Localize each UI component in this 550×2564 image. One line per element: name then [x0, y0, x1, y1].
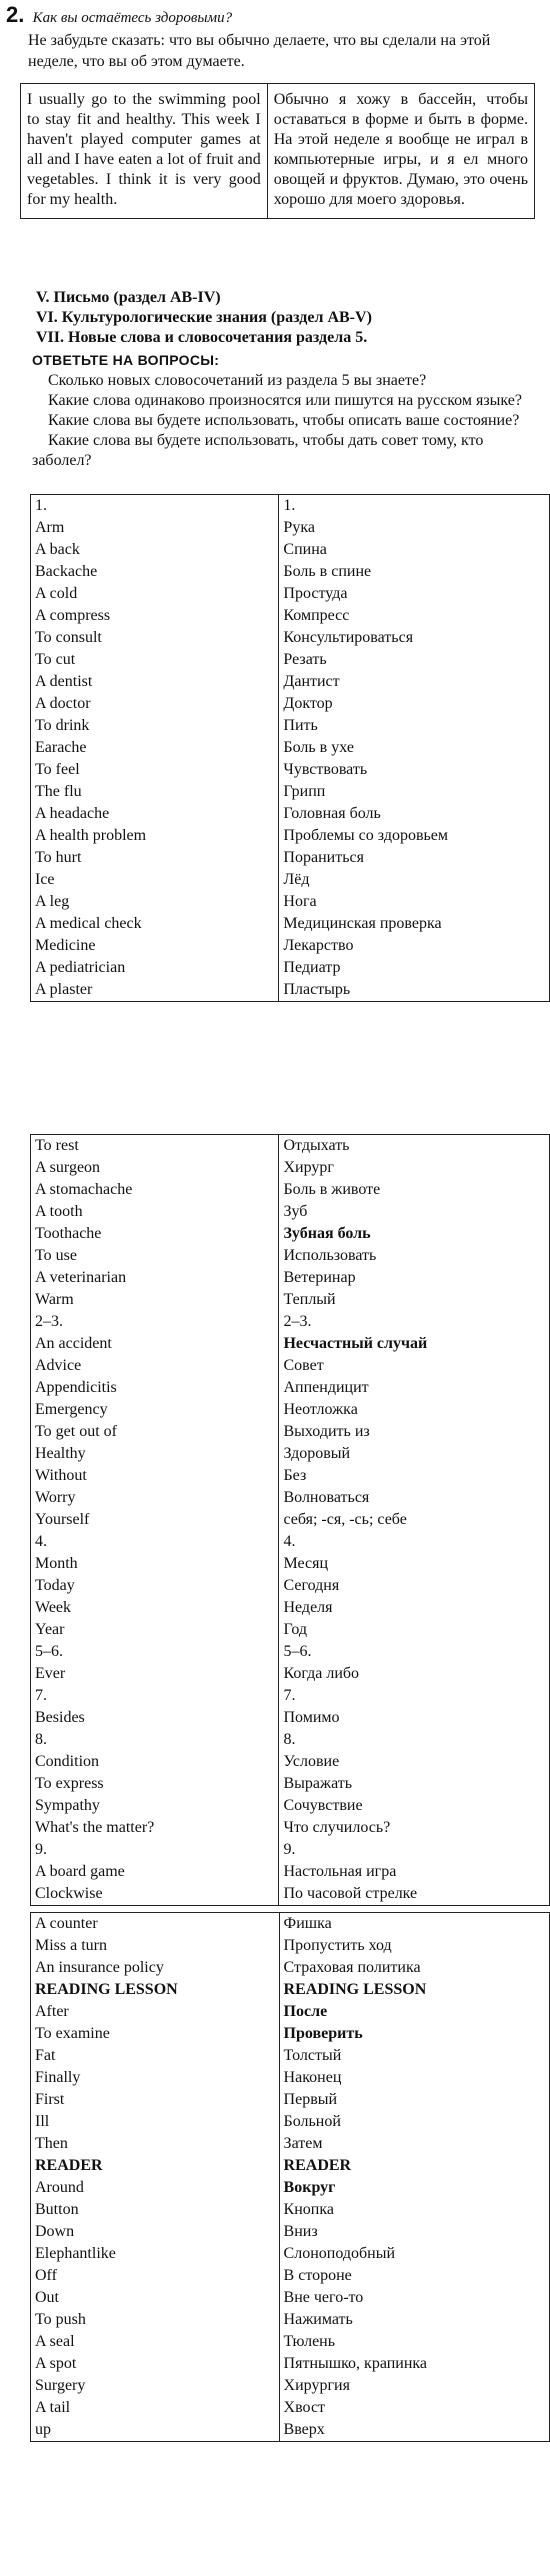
- vocab-row: [31, 1267, 550, 1289]
- vocab-row: [31, 1575, 550, 1597]
- vocab-row: [31, 1553, 550, 1575]
- vocab-russian: Месяц: [279, 1553, 550, 1575]
- vocab-english: Worry: [31, 1487, 279, 1509]
- vocab-row: [31, 825, 550, 847]
- vocab-row: [31, 671, 550, 693]
- vocab-russian: Компресс: [279, 605, 550, 627]
- vocab-row: [31, 561, 550, 583]
- vocab-russian: Дантист: [279, 671, 550, 693]
- vocab-row: [31, 1487, 550, 1509]
- vocab-russian: Фишка: [279, 1913, 549, 1936]
- vocab-english: Besides: [31, 1707, 279, 1729]
- vocab-english: Yourself: [31, 1509, 279, 1531]
- vocab-russian: 1.: [279, 495, 550, 518]
- vocab-english: Ill: [31, 2111, 280, 2133]
- vocab-russian: Боль в ухе: [279, 737, 550, 759]
- vocab-row: [31, 1377, 550, 1399]
- vocab-english: To cut: [31, 649, 279, 671]
- question-item: Какие слова одинаково произносятся или пишутся на русском языке?: [48, 392, 523, 409]
- vocab-english: Elephantlike: [31, 2243, 280, 2265]
- vocab-row: [31, 715, 550, 737]
- vocab-english: Without: [31, 1465, 279, 1487]
- vocab-russian: Настольная игра: [279, 1861, 550, 1883]
- vocab-english: Fat: [31, 2045, 280, 2067]
- vocab-russian: Тюлень: [279, 2331, 549, 2353]
- vocab-russian: Сегодня: [279, 1575, 550, 1597]
- vocab-russian: Пятнышко, крапинка: [279, 2353, 549, 2375]
- vocab-row: [31, 1883, 550, 1906]
- vocab-english: Ice: [31, 869, 279, 891]
- vocab-russian: Нажимать: [279, 2309, 549, 2331]
- vocab-row: [31, 2353, 550, 2375]
- vocab-row: [31, 1597, 550, 1619]
- question-item: Сколько новых словосочетаний из раздела 5 вы знаете?: [48, 372, 427, 389]
- vocab-english: Then: [31, 2133, 280, 2155]
- vocab-russian: Доктор: [279, 693, 550, 715]
- vocab-row: [31, 2067, 550, 2089]
- vocab-row: [31, 1751, 550, 1773]
- vocab-russian: 8.: [279, 1729, 550, 1751]
- section-item: V. Письмо (раздел AB-IV): [36, 289, 221, 306]
- vocab-row: [31, 2419, 550, 2442]
- vocab-russian: Боль в животе: [279, 1179, 550, 1201]
- example-english: I usually go to the swimming pool to stay fit and healthy. This week I haven't played computer games at all and I have eaten a lot of fruit and vegetables. I think it is very good for my health.: [21, 84, 268, 219]
- vocab-english: A spot: [31, 2353, 280, 2375]
- vocab-english: An insurance policy: [31, 1957, 280, 1979]
- vocab-row: [31, 1179, 550, 1201]
- vocab-english: Around: [31, 2177, 280, 2199]
- vocab-russian: Нога: [279, 891, 550, 913]
- vocab-row: [31, 2177, 550, 2199]
- vocab-english: Healthy: [31, 1443, 279, 1465]
- vocab-english: A health problem: [31, 825, 279, 847]
- vocab-russian: Консультироваться: [279, 627, 550, 649]
- vocab-english: up: [31, 2419, 280, 2442]
- vocab-english: Down: [31, 2221, 280, 2243]
- vocab-row: [31, 1707, 550, 1729]
- vocab-english: First: [31, 2089, 280, 2111]
- vocab-english: A medical check: [31, 913, 279, 935]
- vocab-russian: Зубная боль: [279, 1223, 550, 1245]
- vocab-russian: Хирургия: [279, 2375, 549, 2397]
- vocab-russian: Что случилось?: [279, 1817, 550, 1839]
- vocab-row: [31, 1201, 550, 1223]
- vocab-russian: В стороне: [279, 2265, 549, 2287]
- vocab-english: A plaster: [31, 979, 279, 1002]
- vocab-row: [31, 1289, 550, 1311]
- vocab-english: Today: [31, 1575, 279, 1597]
- vocab-english: Out: [31, 2287, 280, 2309]
- vocab-english: Medicine: [31, 935, 279, 957]
- vocab-english: Month: [31, 1553, 279, 1575]
- vocab-english: Sympathy: [31, 1795, 279, 1817]
- vocab-russian: Аппендицит: [279, 1377, 550, 1399]
- vocab-russian: Затем: [279, 2133, 549, 2155]
- vocab-row: [31, 847, 550, 869]
- vocab-row: [31, 2045, 550, 2067]
- vocab-row: [31, 1355, 550, 1377]
- vocab-russian: Страховая политика: [279, 1957, 549, 1979]
- vocab-row: [31, 2199, 550, 2221]
- vocab-row: [31, 759, 550, 781]
- vocab-row: [31, 649, 550, 671]
- vocab-row: [31, 1685, 550, 1707]
- vocab-row: [31, 913, 550, 935]
- section-list: [36, 288, 372, 348]
- vocab-english: 5–6.: [31, 1641, 279, 1663]
- vocab-russian: Хирург: [279, 1157, 550, 1179]
- task-heading: [6, 2, 232, 28]
- vocab-row: [31, 1157, 550, 1179]
- vocab-english: Warm: [31, 1289, 279, 1311]
- vocab-row: [31, 517, 550, 539]
- vocab-row: [31, 1935, 550, 1957]
- vocab-english: 9.: [31, 1839, 279, 1861]
- vocab-english: READER: [31, 2155, 280, 2177]
- example-table: [20, 83, 535, 219]
- vocab-english: Ever: [31, 1663, 279, 1685]
- vocab-russian: Пропустить ход: [279, 1935, 549, 1957]
- vocab-row: [31, 1509, 550, 1531]
- vocab-row: [31, 2111, 550, 2133]
- vocab-english: A tooth: [31, 1201, 279, 1223]
- vocab-english: Week: [31, 1597, 279, 1619]
- vocab-row: [31, 979, 550, 1002]
- vocab-english: A stomachache: [31, 1179, 279, 1201]
- vocab-row: [31, 803, 550, 825]
- vocab-english: Toothache: [31, 1223, 279, 1245]
- vocab-english: Clockwise: [31, 1883, 279, 1906]
- vocab-english: Finally: [31, 2067, 280, 2089]
- vocab-row: [31, 957, 550, 979]
- vocab-russian: Неотложка: [279, 1399, 550, 1421]
- vocab-english: A board game: [31, 1861, 279, 1883]
- vocab-row: [31, 1421, 550, 1443]
- vocab-english: To rest: [31, 1135, 279, 1158]
- vocab-row: [31, 2089, 550, 2111]
- vocab-row: [31, 1861, 550, 1883]
- vocab-russian: Здоровый: [279, 1443, 550, 1465]
- vocab-russian: Лёд: [279, 869, 550, 891]
- vocab-english: A veterinarian: [31, 1267, 279, 1289]
- vocab-english: Emergency: [31, 1399, 279, 1421]
- vocab-russian: Отдыхать: [279, 1135, 550, 1158]
- vocab-russian: Проблемы со здоровьем: [279, 825, 550, 847]
- vocab-english: A headache: [31, 803, 279, 825]
- vocab-russian: По часовой стрелке: [279, 1883, 550, 1906]
- task-instruction: Не забудьте сказать: что вы обычно делаете, что вы сделали на этой неделе, что вы об этом думаете.: [28, 32, 491, 70]
- vocab-english: A dentist: [31, 671, 279, 693]
- vocab-row: [31, 869, 550, 891]
- vocab-row: [31, 1913, 550, 1936]
- vocab-row: [31, 2155, 550, 2177]
- section-item: VI. Культурологические знания (раздел AB-V): [36, 309, 372, 326]
- vocab-russian: Пластырь: [279, 979, 550, 1002]
- vocab-row: [31, 2375, 550, 2397]
- vocab-row: [31, 1839, 550, 1861]
- vocab-english: A back: [31, 539, 279, 561]
- vocab-russian: 5–6.: [279, 1641, 550, 1663]
- vocab-russian: 7.: [279, 1685, 550, 1707]
- vocab-english: Off: [31, 2265, 280, 2287]
- vocab-russian: Первый: [279, 2089, 549, 2111]
- vocab-russian: Головная боль: [279, 803, 550, 825]
- question-item: Какие слова вы будете использовать, чтобы описать ваше состояние?: [48, 412, 520, 429]
- vocab-english: A surgeon: [31, 1157, 279, 1179]
- vocab-russian: Боль в спине: [279, 561, 550, 583]
- vocab-russian: Слоноподобный: [279, 2243, 549, 2265]
- vocab-english: Arm: [31, 517, 279, 539]
- vocab-row: [31, 2287, 550, 2309]
- vocab-row: [31, 693, 550, 715]
- vocab-row: [31, 1245, 550, 1267]
- vocab-english: 8.: [31, 1729, 279, 1751]
- vocab-russian: Без: [279, 1465, 550, 1487]
- vocab-english: To feel: [31, 759, 279, 781]
- vocab-english: To use: [31, 1245, 279, 1267]
- vocab-row: [31, 1531, 550, 1553]
- vocab-russian: Хвост: [279, 2397, 549, 2419]
- vocab-russian: Выходить из: [279, 1421, 550, 1443]
- vocab-row: [31, 1979, 550, 2001]
- vocab-english: Year: [31, 1619, 279, 1641]
- vocab-row: [31, 2243, 550, 2265]
- vocab-english: A seal: [31, 2331, 280, 2353]
- answer-header: ОТВЕТЬТЕ НА ВОПРОСЫ:: [32, 352, 220, 368]
- vocab-russian: Когда либо: [279, 1663, 550, 1685]
- vocab-russian: Больной: [279, 2111, 549, 2133]
- vocab-russian: Несчастный случай: [279, 1333, 550, 1355]
- vocab-row: [31, 1957, 550, 1979]
- vocab-english: After: [31, 2001, 280, 2023]
- vocab-english: To examine: [31, 2023, 280, 2045]
- vocab-row: [31, 1619, 550, 1641]
- vocab-row: [31, 1773, 550, 1795]
- vocab-russian: 2–3.: [279, 1311, 550, 1333]
- vocab-row: [31, 583, 550, 605]
- vocab-row: [31, 627, 550, 649]
- vocab-row: [31, 2309, 550, 2331]
- vocab-russian: Лекарство: [279, 935, 550, 957]
- section-item: VII. Новые слова и словосочетания раздела 5.: [36, 329, 368, 346]
- vocab-russian: Вокруг: [279, 2177, 549, 2199]
- vocab-russian: Рука: [279, 517, 550, 539]
- vocab-russian: Условие: [279, 1751, 550, 1773]
- vocab-russian: Пораниться: [279, 847, 550, 869]
- vocab-english: A tail: [31, 2397, 280, 2419]
- vocab-russian: Совет: [279, 1355, 550, 1377]
- vocab-english: Button: [31, 2199, 280, 2221]
- vocab-english: To push: [31, 2309, 280, 2331]
- vocab-row: [31, 1641, 550, 1663]
- vocab-english: The flu: [31, 781, 279, 803]
- vocab-table-2: [30, 1134, 550, 1906]
- vocab-row: [31, 1333, 550, 1355]
- vocab-english: 2–3.: [31, 1311, 279, 1333]
- question-item: Какие слова вы будете использовать, чтобы дать совет тому, кто заболел?: [32, 432, 484, 469]
- vocab-row: [31, 1817, 550, 1839]
- vocab-row: [31, 1311, 550, 1333]
- vocab-russian: себя; -ся, -сь; себе: [279, 1509, 550, 1531]
- vocab-english: Earache: [31, 737, 279, 759]
- vocab-row: [31, 2397, 550, 2419]
- vocab-english: Miss a turn: [31, 1935, 280, 1957]
- vocab-russian: Чувствовать: [279, 759, 550, 781]
- vocab-russian: Выражать: [279, 1773, 550, 1795]
- vocab-russian: Теплый: [279, 1289, 550, 1311]
- vocab-russian: Толстый: [279, 2045, 549, 2067]
- vocab-russian: Год: [279, 1619, 550, 1641]
- example-russian: Обычно я хожу в бассейн, чтобы оставаться в форме и быть в форме. На этой неделе я вообще не играл в компьютерные игры, и я ел много овощей и фруктов. Думаю, это очень хорошо для моего здоровья.: [267, 84, 534, 219]
- vocab-english: To get out of: [31, 1421, 279, 1443]
- vocab-row: [31, 2221, 550, 2243]
- vocab-russian: Педиатр: [279, 957, 550, 979]
- vocab-row: [31, 605, 550, 627]
- vocab-english: An accident: [31, 1333, 279, 1355]
- vocab-row: [31, 1399, 550, 1421]
- vocab-english: 1.: [31, 495, 279, 518]
- vocab-russian: Вверх: [279, 2419, 549, 2442]
- vocab-row: [31, 1729, 550, 1751]
- vocab-russian: Волноваться: [279, 1487, 550, 1509]
- vocab-english: To hurt: [31, 847, 279, 869]
- vocab-row: [31, 737, 550, 759]
- vocab-english: Appendicitis: [31, 1377, 279, 1399]
- question-list: [32, 371, 537, 471]
- vocab-russian: Грипп: [279, 781, 550, 803]
- vocab-russian: Пить: [279, 715, 550, 737]
- vocab-english: What's the matter?: [31, 1817, 279, 1839]
- vocab-english: 7.: [31, 1685, 279, 1707]
- vocab-russian: Неделя: [279, 1597, 550, 1619]
- vocab-russian: 9.: [279, 1839, 550, 1861]
- vocab-row: [31, 2265, 550, 2287]
- vocab-english: To consult: [31, 627, 279, 649]
- vocab-row: [31, 1663, 550, 1685]
- vocab-russian: Вниз: [279, 2221, 549, 2243]
- example-row: [21, 84, 535, 219]
- vocab-row: [31, 2133, 550, 2155]
- vocab-english: To express: [31, 1773, 279, 1795]
- vocab-russian: Медицинская проверка: [279, 913, 550, 935]
- vocab-russian: Проверить: [279, 2023, 549, 2045]
- vocab-english: Condition: [31, 1751, 279, 1773]
- task-question: Как вы остаётесь здоровыми?: [32, 10, 233, 26]
- vocab-russian: READER: [279, 2155, 549, 2177]
- vocab-row: [31, 891, 550, 913]
- vocab-row: [31, 1223, 550, 1245]
- vocab-russian: Вне чего-то: [279, 2287, 549, 2309]
- vocab-russian: Помимо: [279, 1707, 550, 1729]
- vocab-russian: Наконец: [279, 2067, 549, 2089]
- vocab-english: A pediatrician: [31, 957, 279, 979]
- vocab-english: A cold: [31, 583, 279, 605]
- vocab-row: [31, 935, 550, 957]
- vocab-english: 4.: [31, 1531, 279, 1553]
- vocab-row: [31, 1135, 550, 1158]
- vocab-russian: Ветеринар: [279, 1267, 550, 1289]
- vocab-russian: READING LESSON: [279, 1979, 549, 2001]
- vocab-row: [31, 2331, 550, 2353]
- vocab-russian: Простуда: [279, 583, 550, 605]
- vocab-english: READING LESSON: [31, 1979, 280, 2001]
- vocab-english: To drink: [31, 715, 279, 737]
- vocab-russian: Спина: [279, 539, 550, 561]
- vocab-row: [31, 495, 550, 518]
- vocab-row: [31, 539, 550, 561]
- vocab-row: [31, 781, 550, 803]
- vocab-table-1: [30, 494, 550, 1002]
- vocab-row: [31, 2001, 550, 2023]
- vocab-english: A doctor: [31, 693, 279, 715]
- task-number: 2.: [6, 2, 25, 27]
- vocab-russian: 4.: [279, 1531, 550, 1553]
- vocab-russian: После: [279, 2001, 549, 2023]
- vocab-russian: Зуб: [279, 1201, 550, 1223]
- vocab-english: A compress: [31, 605, 279, 627]
- vocab-row: [31, 2023, 550, 2045]
- vocab-english: A leg: [31, 891, 279, 913]
- vocab-row: [31, 1443, 550, 1465]
- vocab-russian: Сочувствие: [279, 1795, 550, 1817]
- vocab-english: A counter: [31, 1913, 280, 1936]
- vocab-row: [31, 1795, 550, 1817]
- vocab-english: Advice: [31, 1355, 279, 1377]
- vocab-russian: Использовать: [279, 1245, 550, 1267]
- vocab-english: Backache: [31, 561, 279, 583]
- vocab-russian: Резать: [279, 649, 550, 671]
- vocab-russian: Кнопка: [279, 2199, 549, 2221]
- vocab-row: [31, 1465, 550, 1487]
- vocab-english: Surgery: [31, 2375, 280, 2397]
- vocab-table-3: [30, 1912, 550, 2442]
